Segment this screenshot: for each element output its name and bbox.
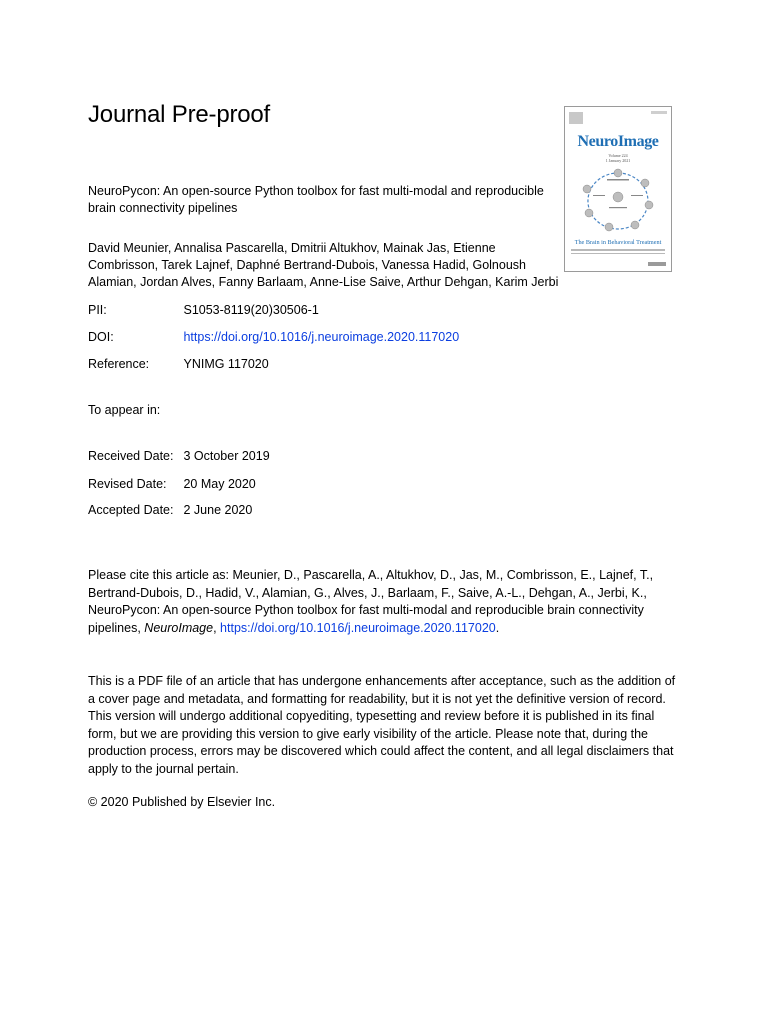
cover-diagram-graphic	[573, 167, 663, 237]
accepted-date-value: 2 June 2020	[183, 503, 253, 517]
reference-value: YNIMG 117020	[183, 357, 269, 371]
doi-label: DOI:	[88, 330, 114, 344]
doi-row	[88, 329, 459, 345]
citation-text: Please cite this article as: Meunier, D., Pascarella, A., Altukhov, D., Jas, M., Combrisson, E., Lajnef, T., Bertrand-Dubois, D., Hadid, V., Alamian, G., Alves, J., Barlaam, F., Saive, A.-L., Dehgan, A., Jerbi, K., NeuroPycon: An open-source Python toolbox for fast multi-modal and reproducible brain connectivity pipelines,	[88, 568, 654, 635]
reference-label: Reference:	[88, 357, 150, 371]
citation-journal: NeuroImage	[144, 620, 214, 635]
article-title: NeuroPycon: An open-source Python toolbox for fast multi-modal and reproducible brain connectivity pipelines	[88, 184, 544, 215]
reference-row	[88, 356, 269, 372]
page-header-title: Journal Pre-proof	[88, 101, 271, 128]
cover-credits	[571, 249, 665, 257]
received-date-label: Received Date:	[88, 449, 174, 463]
pii-value: S1053-8119(20)30506-1	[183, 303, 319, 317]
revised-date-label: Revised Date:	[88, 477, 167, 491]
author-list: David Meunier, Annalisa Pascarella, Dmitrii Altukhov, Mainak Jas, Etienne Combrisson, Tarek Lajnef, Daphné Bertrand-Dubois, Vanessa Hadid, Golnoush Alamian, Jordan Alves, Fanny Barlaam, Anne-Lise Saive, Arthur Dehgan, Karim Jerbi	[88, 241, 559, 289]
cover-bottom-title: The Brain in Behavioral Treatment	[574, 239, 662, 246]
copyright-notice: © 2020 Published by Elsevier Inc.	[88, 795, 276, 809]
citation-end: .	[495, 620, 500, 635]
citation-doi-link[interactable]: https://doi.org/10.1016/j.neuroimage.2020.117020	[220, 620, 496, 635]
received-date-value: 3 October 2019	[183, 449, 270, 463]
doi-link[interactable]: https://doi.org/10.1016/j.neuroimage.2020.117020	[183, 330, 460, 344]
to-appear-label: To appear in:	[88, 403, 161, 417]
received-date-row	[88, 449, 270, 463]
citation-paragraph	[88, 567, 678, 637]
disclaimer-paragraph: This is a PDF file of an article that has undergone enhancements after acceptance, such as the addition of a cover page and metadata, and formatting for readability, but it is not yet the definitive version of record. This version will undergo additional copyediting, typesetting and review before it is published in its final form, but we are providing this version to give early visibility of the article. Please note that, during the production process, errors may be discovered which could affect the content, and all legal disclaimers that apply to the journal pertain.	[88, 674, 676, 776]
revised-date-value: 20 May 2020	[183, 477, 256, 491]
pii-row	[88, 302, 319, 318]
revised-date-row	[88, 477, 256, 491]
publisher-logo	[569, 112, 583, 124]
cover-issn-mark	[651, 111, 667, 114]
pii-label: PII:	[88, 303, 107, 317]
cover-subtitle: Volume 224 1 January 2021	[605, 153, 631, 163]
journal-cover-image	[564, 106, 672, 272]
accepted-date-row	[88, 503, 252, 517]
accepted-date-label: Accepted Date:	[88, 503, 174, 517]
cover-journal-name: NeuroImage	[577, 133, 659, 150]
citation-separator: ,	[213, 620, 221, 635]
cover-publisher-mark	[648, 262, 666, 266]
